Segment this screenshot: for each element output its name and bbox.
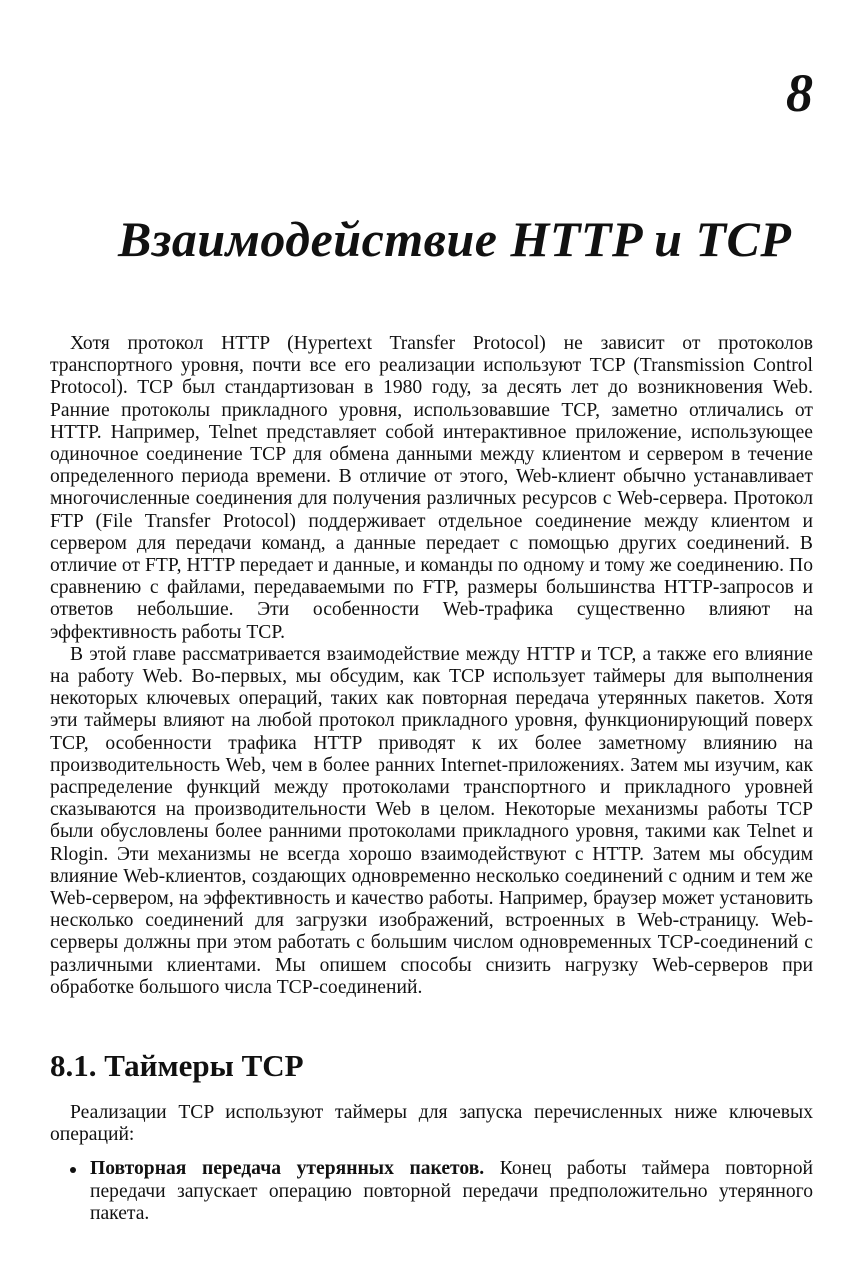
- bullet-dot-icon: [70, 1167, 76, 1173]
- section-heading: 8.1. Таймеры TCP: [50, 1048, 304, 1083]
- section-body: [50, 1102, 813, 1225]
- intro-paragraph-1: Хотя протокол HTTP (Hypertext Transfer Protocol) не зависит от протоколов транспортного уровня, почти все его реализации используют TCP (Transmission Control Protocol). TCP был стандартизован в 1980 году, за десять лет до возникновения Web. Ранние протоколы прикладного уровня, использовавшие TCP, заметно отличались от HTTP. Например, Telnet представляет собой интерактивное приложение, использующее одиночное соединение TCP для обмена данными между клиентом и сервером в течение определенного периода времени. В отличие от этого, Web-клиент обычно устанавливает многочисленные соединения для получения различных ресурсов с Web-сервера. Протокол FTP (File Transfer Protocol) поддерживает отдельное соединение между клиентом и сервером для передачи команд, а данные передает с помощью других соединений. В отличие от FTP, HTTP передает и данные, и команды по одному и тому же соединению. По сравнению с файлами, передаваемыми по FTP, размеры большинства HTTP-запросов и ответов небольшие. Эти особенности Web-трафика существенно влияют на эффективность работы TCP.: [50, 333, 813, 643]
- bullet-title: Повторная передача утерянных пакетов.: [90, 1158, 485, 1180]
- intro-paragraph-2: В этой главе рассматривается взаимодействие между HTTP и TCP, а также его влияние на работу Web. Во-первых, мы обсудим, как TCP использует таймеры для выполнения некоторых ключевых операций, таких как повторная передача утерянных пакетов. Хотя эти таймеры влияют на любой протокол прикладного уровня, функционирующий поверх TCP, особенности трафика HTTP приводят к их более заметному влиянию на производительность Web, чем в более ранних Internet-приложениях. Затем мы изучим, как распределение функций между протоколами транспортного и прикладного уровней сказываются на производительности Web в целом. Некоторые механизмы работы TCP были обусловлены более ранними протоколами прикладного уровня, такими как Telnet и Rlogin. Эти механизмы не всегда хорошо взаимодействуют с HTTP. Затем мы обсудим влияние Web-клиентов, создающих одновременно несколько соединений с одним и тем же Web-сервером, на эффективность и качество работы. Например, браузер может установить несколько соединений для загрузки изображений, встроенных в Web-страницу. Web-серверы должны при этом работать с большим числом одновременных TCP-соединений с различными клиентами. Мы опишем способы снизить нагрузку Web-серверов при обработке большого числа TCP-соединений.: [50, 643, 813, 998]
- intro-text: [50, 333, 813, 999]
- chapter-number: 8: [786, 63, 813, 123]
- section-lead: Реализации TCP используют таймеры для запуска перечисленных ниже ключевых операций:: [50, 1102, 813, 1146]
- list-item: [50, 1158, 813, 1225]
- bullet-list: [50, 1158, 813, 1225]
- chapter-title: Взаимодействие HTTP и TCP: [118, 210, 792, 267]
- bullet-text: Конец работы таймера повторной передачи запускает операцию повторной передачи предположительно утерянного пакета.: [90, 1158, 813, 1224]
